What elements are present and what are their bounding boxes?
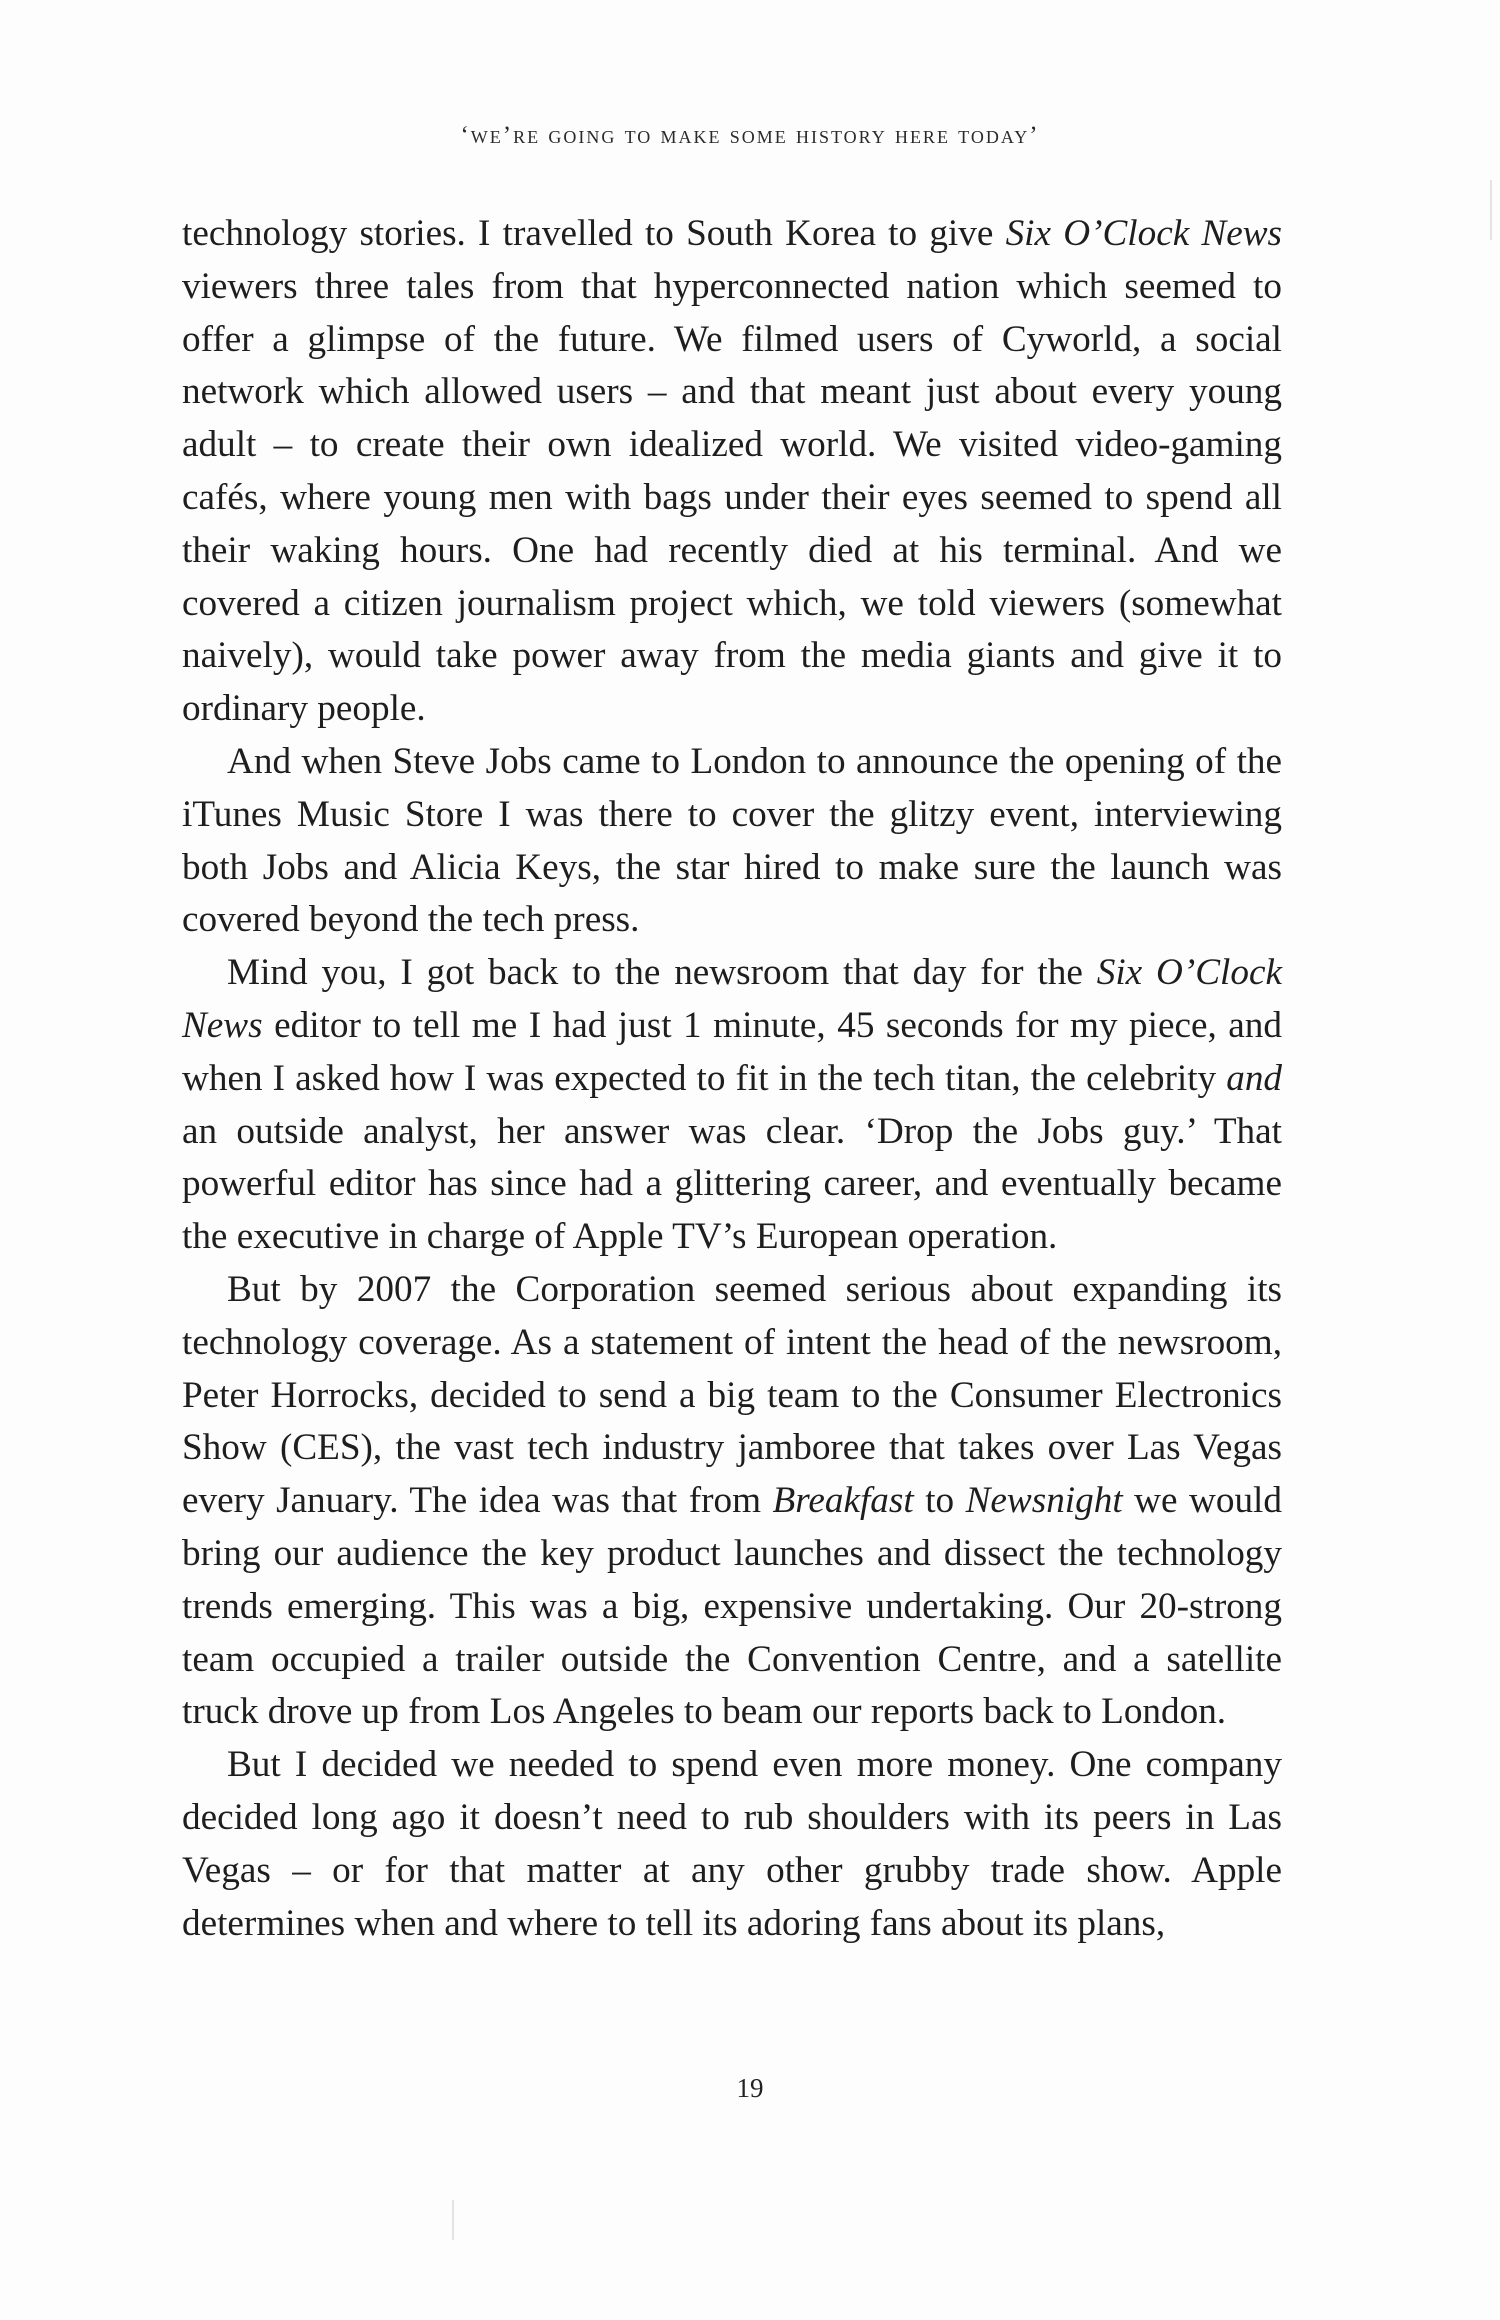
text-run: to xyxy=(913,1480,966,1522)
paragraph-3 xyxy=(182,947,1282,1264)
text-run: Mind you, I got back to the newsroom that day for the xyxy=(227,952,1097,994)
scan-artifact-mark xyxy=(452,2200,454,2240)
italic-title: Six O’Clock News xyxy=(1005,213,1283,254)
paragraph-5 xyxy=(182,1739,1282,1950)
text-run: And when Steve Jobs came to London to announce the opening of the iTunes Music Store I was there to cover the glitzy event, interviewing both Jobs and Alicia Keys, the star hired to make sure the launch was covered beyond the tech press. xyxy=(182,740,1282,941)
paragraph-4 xyxy=(182,1264,1282,1739)
italic-title: Breakfast xyxy=(772,1480,914,1522)
body-text xyxy=(182,208,1282,1950)
text-run: viewers three tales from that hyperconnected nation which seemed to offer a glimpse of the future. We filmed users of Cyworld, a social network which allowed users – and that meant just about every young adult – to create their own idealized world. We visited video-gaming cafés, where young men with bags under their eyes seemed to spend all their waking hours. One had recently died at his terminal. And we covered a citizen journalism project which, we told viewers (somewhat naively), would take power away from the media giants and give it to ordinary people. xyxy=(182,265,1282,730)
scan-artifact-mark xyxy=(1490,180,1492,240)
page-number: 19 xyxy=(736,2073,764,2103)
text-run: But I decided we needed to spend even more money. One company decided long ago it doesn’t need to rub shoulders with its peers in Las Vegas – or for that matter at any other grubby trade show. Apple determines when and where to tell its adoring fans about its plans, xyxy=(182,1744,1282,1944)
text-run: technology stories. I travelled to South Korea to give xyxy=(182,213,1006,254)
text-run: But by 2007 the Corporation seemed serious about expanding its technology coverage. As a statement of intent the head of the newsroom, Peter Horrocks, decided to send a big team to the Consumer Electronics Show (CES), the vast tech industry jamboree that takes over Las Vegas every January. The idea was that from xyxy=(182,1268,1282,1522)
text-run: we would bring our audience the key product launches and dissect the technology trends emerging. This was a big, expensive undertaking. Our 20-strong team occupied a trailer outside the Convention Centre, and a satellite truck drove up from Los Angeles to beam our reports back to London. xyxy=(182,1480,1282,1733)
paragraph-1 xyxy=(182,208,1282,736)
text-run: an outside analyst, her answer was clear. ‘Drop the Jobs guy.’ That powerful editor has since had a glittering career, and eventually became the executive in charge of Apple TV’s European operation. xyxy=(182,1110,1282,1258)
text-run: editor to tell me I had just 1 minute, 45 seconds for my piece, and when I asked how I was expected to fit in the tech titan, the celebrity xyxy=(182,1004,1282,1099)
running-head: ‘we’re going to make some history here today’ xyxy=(460,122,1040,149)
italic-title: and xyxy=(1226,1057,1282,1099)
paragraph-2 xyxy=(182,736,1282,947)
italic-title: Newsnight xyxy=(965,1480,1123,1522)
italic-title: Six O’Clock News xyxy=(182,952,1282,1046)
